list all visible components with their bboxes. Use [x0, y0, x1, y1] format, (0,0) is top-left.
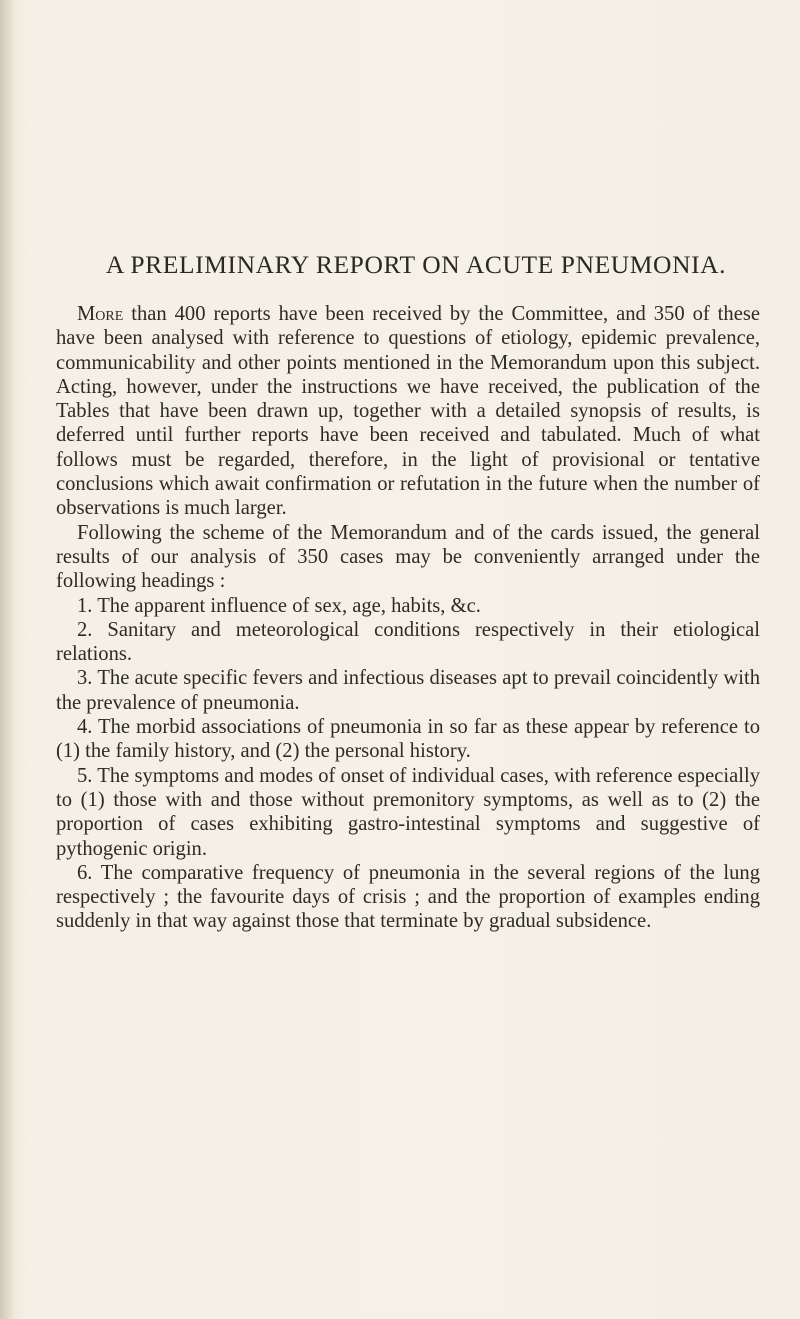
heading-item-1: 1. The apparent influence of sex, age, habits, &c. — [77, 594, 481, 617]
report-title: A PRELIMINARY REPORT ON ACUTE PNEUMONIA. — [105, 250, 727, 279]
page-spine-edge — [0, 0, 14, 1319]
intro-text: than 400 reports have been received by the Committee, and 350 of these have been analysed with reference to questions of etiology, epidemic prevalence, communicability and other points mentioned in the Memorandum upon this subject. Acting, however, under the instructions we have received, the publication of the Tables that have been drawn up, together with a detailed synopsis of results, is deferred until further reports have been received and tabulated. Much of what follows must be regarded, therefore, in the light of provisional or tentative conclusions which await confirmation or refutation in the future when the number of observations is much larger. — [56, 303, 760, 520]
heading-item-5: 5. The symptoms and modes of onset of individual cases, with reference especially to (1) those with and those without premonitory symptoms, as well as to (2) the proportion of cases exhibiting gastro-intestinal symptoms and suggestive of pythogenic origin. — [56, 764, 760, 860]
heading-item-2: 2. Sanitary and meteorological conditions respectively in their etiological relations. — [56, 618, 760, 666]
intro-paragraph — [56, 302, 760, 521]
heading-item-3: 3. The acute specific fevers and infectious diseases apt to prevail coincidently with the prevalence of pneumonia. — [56, 667, 760, 714]
heading-item-6: 6. The comparative frequency of pneumonia in the several regions of the lung respectively ; the favourite days of crisis ; and the proportion of examples ending suddenly in that way against those that terminate by gradual subsidence. — [56, 861, 760, 933]
heading-item-4: 4. The morbid associations of pneumonia in so far as these appear by reference to (1) the family history, and (2) the personal history. — [56, 716, 760, 763]
intro-lead-word: More — [77, 303, 124, 325]
scheme-paragraph: Following the scheme of the Memorandum and of the cards issued, the general results of our analysis of 350 cases may be conveniently arranged under the following headings : — [56, 521, 760, 593]
report-body — [56, 302, 760, 934]
